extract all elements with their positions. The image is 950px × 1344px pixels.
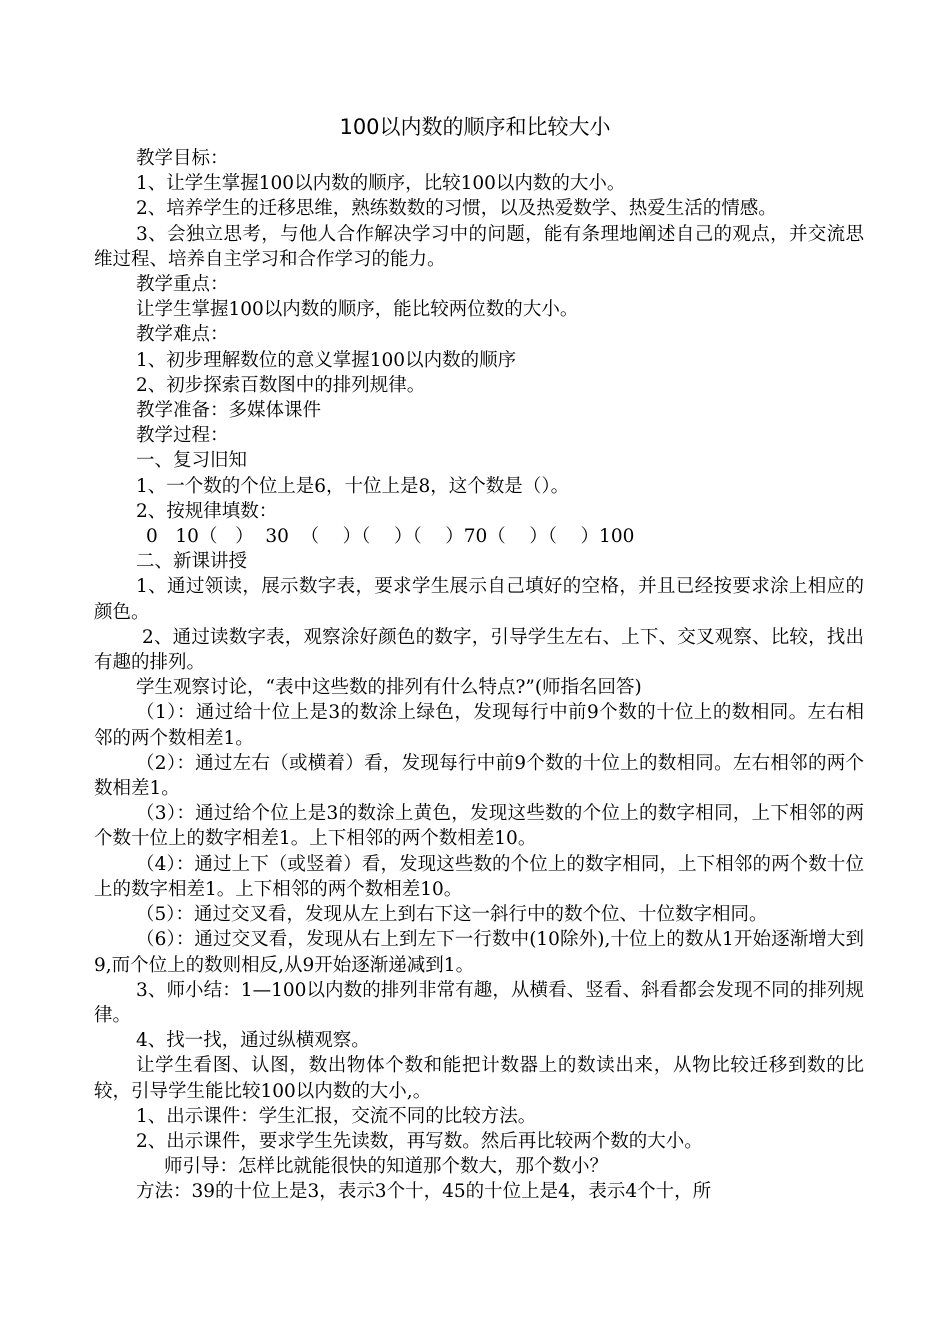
- paragraph: （4）：通过上下（或竖着）看，发现这些数的个位上的数字相同，上下相邻的两个数十位上的数字相差1。上下相邻的两个数相差10。: [94, 853, 864, 900]
- paragraph: （3）：通过给个位上是3的数涂上黄色，发现这些数的个位上的数字相同，上下相邻的两个数十位上的数字相差1。上下相邻的两个数相差10。: [94, 803, 864, 850]
- paragraph: 1、一个数的个位上是6，十位上是8，这个数是（）。: [136, 475, 570, 497]
- paragraph: 2、初步探索百数图中的排列规律。: [136, 374, 426, 396]
- paragraph: 1、通过领读，展示数字表，要求学生展示自己填好的空格，并且已经按要求涂上相应的颜色。: [94, 576, 864, 623]
- paragraph: 2、按规律填数：: [136, 500, 278, 522]
- paragraph: 2、培养学生的迁移思维，熟练数数的习惯，以及热爱数学、热爱生活的情感。: [136, 198, 777, 220]
- paragraph: 3、会独立思考，与他人合作解决学习中的问题，能有条理地阐述自己的观点，并交流思维过程、培养自主学习和合作学习的能力。: [94, 223, 864, 270]
- section-heading-difficulties: 教学难点：: [136, 324, 229, 346]
- paragraph: 3、师小结：1—100以内数的排列非常有趣，从横看、竖看、斜看都会发现不同的排列规律。: [94, 979, 864, 1026]
- paragraph: 4、找一找，通过纵横观察。: [136, 1030, 370, 1052]
- number-sequence: 0 10（ ） 30 （ ）（ ）（ ）70（ ）（ ）100: [146, 526, 635, 548]
- section-heading-objectives: 教学目标：: [136, 148, 229, 169]
- paragraph: 教学准备：多媒体课件: [136, 400, 322, 422]
- paragraph: 1、初步理解数位的意义掌握100以内数的顺序: [136, 349, 517, 371]
- paragraph: 1、出示课件：学生汇报，交流不同的比较方法。: [136, 1105, 537, 1127]
- paragraph: 方法：39的十位上是3，表示3个十，45的十位上是4，表示4个十，所: [136, 1181, 712, 1203]
- document-title: 100以内数的顺序和比较大小: [339, 115, 611, 139]
- paragraph: （1）：通过给十位上是3的数涂上绿色，发现每行中前9个数的十位上的数相同。左右相邻的两个数相差1。: [94, 702, 864, 749]
- paragraph: 1、让学生掌握100以内数的顺序，比较100以内数的大小。: [136, 173, 626, 195]
- paragraph: 让学生看图、认图，数出物体个数和能把计数器上的数读出来，从物比较迁移到数的比较，引导学生能比较100以内数的大小,。: [94, 1055, 864, 1102]
- paragraph: （5）：通过交叉看，发现从左上到右下这一斜行中的数个位、十位数字相同。: [136, 904, 768, 926]
- paragraph: （6）：通过交叉看，发现从右上到左下一行数中(10除外),十位上的数从1开始逐渐增大到9,而个位上的数则相反,从9开始逐渐递减到1。: [94, 929, 864, 976]
- paragraph: 2、出示课件，要求学生先读数，再写数。然后再比较两个数的大小。: [136, 1130, 703, 1152]
- paragraph: 2、通过读数字表，观察涂好颜色的数字，引导学生左右、上下、交叉观察、比较，找出有趣的排列。: [94, 626, 864, 674]
- paragraph: 二、新课讲授: [136, 551, 248, 573]
- document-body: [94, 146, 864, 1205]
- paragraph: 让学生掌握100以内数的顺序，能比较两位数的大小。: [136, 299, 579, 321]
- paragraph: 一、复习旧知: [136, 450, 248, 472]
- paragraph: 学生观察讨论，“表中这些数的排列有什么特点?”(师指名回答): [136, 677, 642, 699]
- paragraph: 师引导：怎样比就能很快的知道那个数大，那个数小？: [164, 1156, 609, 1178]
- section-heading-key-points: 教学重点：: [136, 274, 229, 296]
- section-heading-process: 教学过程：: [136, 425, 229, 447]
- paragraph: （2）：通过左右（或横着）看，发现每行中前9个数的十位上的数相同。左右相邻的两个数相差1。: [94, 752, 864, 800]
